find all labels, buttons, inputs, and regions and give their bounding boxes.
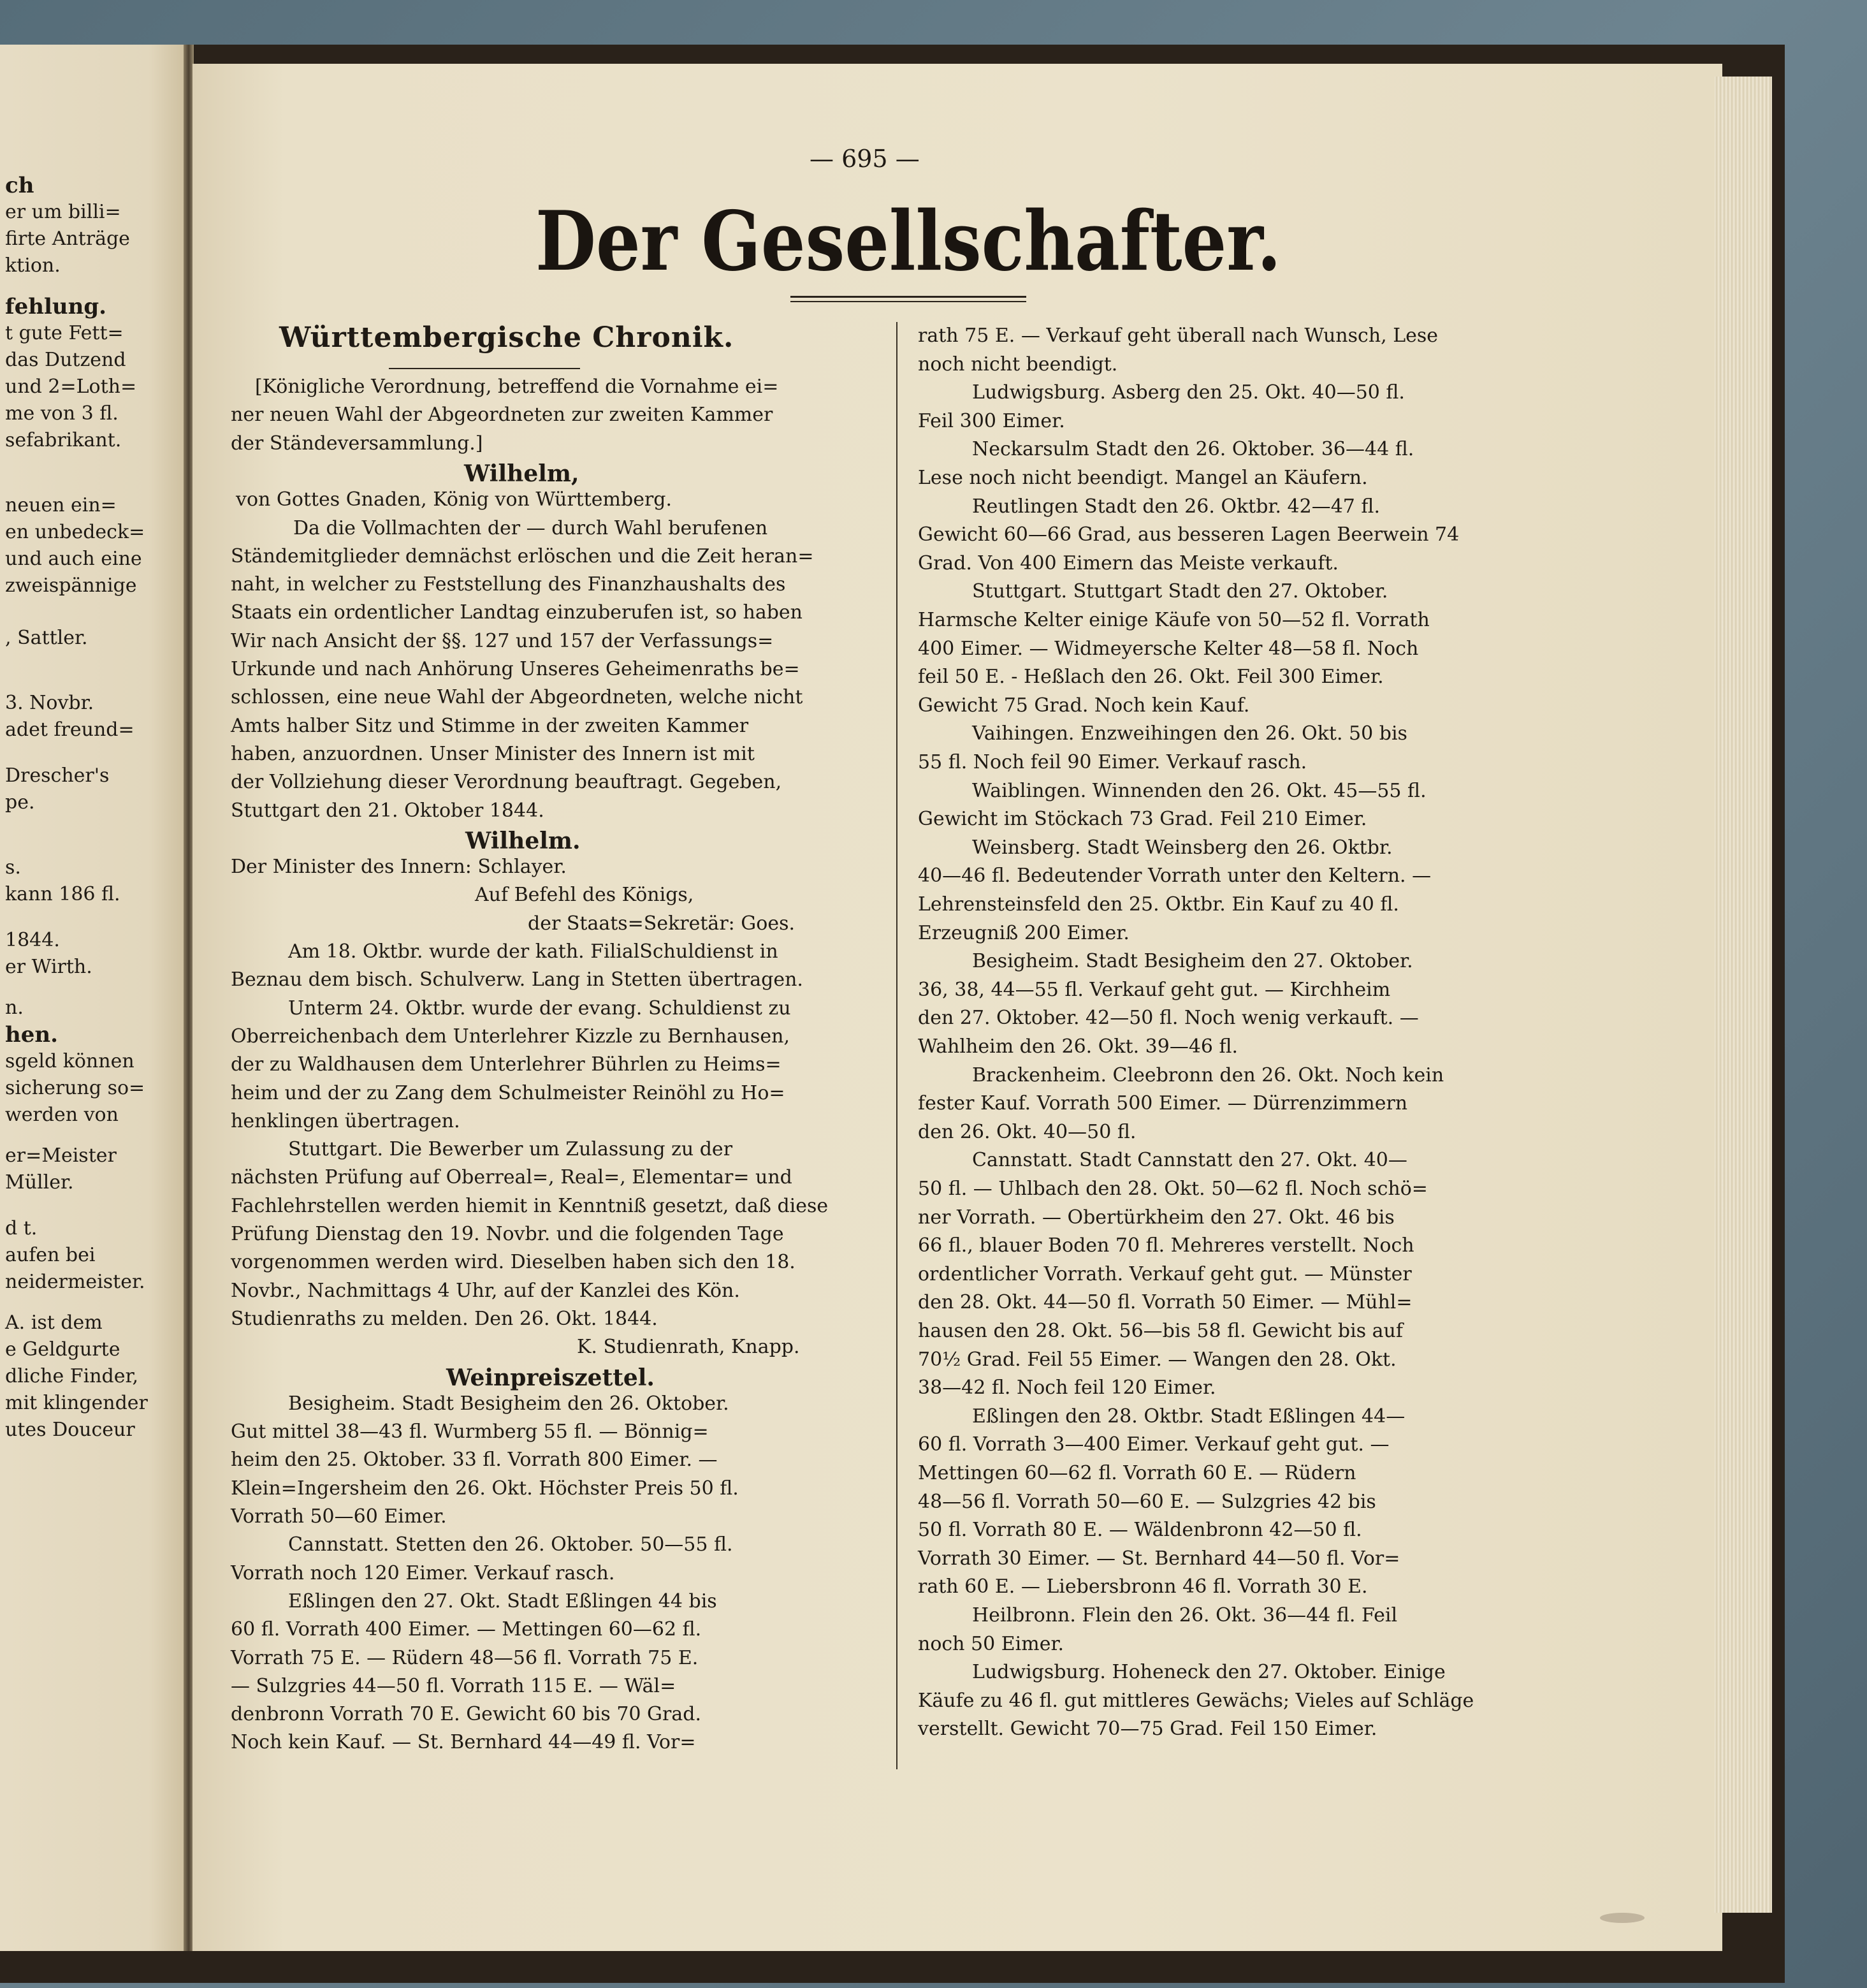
text-line: Da die Vollmachten der — durch Wahl berufenen: [293, 516, 768, 539]
text-line: den 26. Okt. 40—50 fl.: [918, 1120, 1137, 1143]
left-fragment-line: sicherung so=: [5, 1077, 145, 1099]
text-line: Urkunde und nach Anhörung Unseres Geheimenraths be=: [231, 658, 800, 680]
left-fragment-line: firte Anträge: [5, 228, 130, 250]
left-fragment-line: und auch eine: [5, 548, 142, 570]
left-fragment-line: d t.: [5, 1217, 38, 1239]
text-line: Staats ein ordentlicher Landtag einzuberufen ist, so haben: [231, 601, 803, 624]
text-line: Gewicht 60—66 Grad, aus besseren Lagen Beerwein 74: [918, 523, 1460, 546]
text-line: Vorrath 30 Eimer. — St. Bernhard 44—50 fl. Vor=: [918, 1547, 1400, 1570]
text-line: 50 fl. Vorrath 80 E. — Wäldenbronn 42—50 fl.: [918, 1519, 1362, 1542]
left-fragment-line: er um billi=: [5, 201, 121, 223]
text-line: Vaihingen. Enzweihingen den 26. Okt. 50 bis: [972, 722, 1407, 745]
section-title-chronik: Württembergische Chronik.: [279, 321, 734, 354]
text-line: Klein=Ingersheim den 26. Okt. Höchster Preis 50 fl.: [231, 1477, 739, 1500]
text-line: schlossen, eine neue Wahl der Abgeordneten, welche nicht: [231, 686, 803, 709]
text-line: Weinpreiszettel.: [446, 1364, 655, 1391]
masthead-title-text: Der Gesellschafter.: [535, 194, 1281, 289]
text-line: Amts halber Sitz und Stimme in der zweiten Kammer: [231, 714, 749, 737]
text-line: Waiblingen. Winnenden den 26. Okt. 45—55 fl.: [972, 779, 1427, 802]
left-fragment-line: fehlung.: [5, 294, 106, 319]
text-line: Fachlehrstellen werden hiemit in Kenntniß gesetzt, daß diese: [231, 1194, 829, 1217]
text-line: Feil 300 Eimer.: [918, 409, 1065, 432]
text-line: vorgenommen werden wird. Dieselben haben sich den 18.: [231, 1251, 795, 1274]
left-fragment-line: dliche Finder,: [5, 1365, 139, 1387]
text-line: Käufe zu 46 fl. gut mittleres Gewächs; Vieles auf Schläge: [918, 1689, 1474, 1712]
text-line: 50 fl. — Uhlbach den 28. Okt. 50—62 fl. Noch schö=: [918, 1178, 1428, 1200]
text-line: Grad. Von 400 Eimern das Meiste verkauft.: [918, 552, 1339, 574]
text-line: Studienraths zu melden. Den 26. Okt. 1844.: [231, 1307, 658, 1330]
left-fragment-line: aufen bei: [5, 1244, 96, 1266]
text-line: Gewicht im Stöckach 73 Grad. Feil 210 Eimer.: [918, 808, 1367, 831]
text-line: rath 75 E. — Verkauf geht überall nach Wunsch, Lese: [918, 325, 1439, 347]
text-line: 66 fl., blauer Boden 70 fl. Mehreres verstellt. Noch: [918, 1234, 1414, 1257]
text-line: Ludwigsburg. Asberg den 25. Okt. 40—50 fl.: [972, 381, 1405, 404]
text-line: Cannstatt. Stetten den 26. Oktober. 50—55 fl.: [288, 1533, 733, 1556]
text-line: naht, in welcher zu Feststellung des Finanzhaushalts des: [231, 573, 786, 596]
text-line: Vorrath 50—60 Eimer.: [231, 1505, 447, 1528]
left-fragment-line: t gute Fett=: [5, 322, 124, 344]
text-line: Brackenheim. Cleebronn den 26. Okt. Noch kein: [972, 1063, 1444, 1086]
left-fragment-line: werden von: [5, 1104, 119, 1126]
text-line: Lese noch nicht beendigt. Mangel an Käufern.: [918, 467, 1368, 489]
text-line: Besigheim. Stadt Besigheim den 26. Oktober.: [288, 1392, 729, 1415]
left-fragment-line: das Dutzend: [5, 349, 126, 371]
text-line: Reutlingen Stadt den 26. Oktbr. 42—47 fl.: [972, 495, 1380, 518]
text-line: Lehrensteinsfeld den 25. Oktbr. Ein Kauf zu 40 fl.: [918, 893, 1399, 916]
text-line: Heilbronn. Flein den 26. Okt. 36—44 fl. Feil: [972, 1604, 1398, 1626]
text-line: 60 fl. Vorrath 400 Eimer. — Mettingen 60—62 fl.: [231, 1618, 702, 1641]
left-fragment-line: e Geldgurte: [5, 1338, 120, 1361]
left-fragment-line: ktion.: [5, 254, 61, 277]
left-fragment-line: me von 3 fl.: [5, 402, 119, 425]
text-line: denbronn Vorrath 70 E. Gewicht 60 bis 70 Grad.: [231, 1703, 701, 1726]
text-line: Vorrath noch 120 Eimer. Verkauf rasch.: [231, 1561, 615, 1584]
left-fragment-line: en unbedeck=: [5, 521, 145, 543]
text-line: Vorrath 75 E. — Rüdern 48—56 fl. Vorrath 75 E.: [231, 1646, 699, 1669]
text-line: [Königliche Verordnung, betreffend die Vornahme ei=: [255, 376, 779, 398]
text-line: Ludwigsburg. Hoheneck den 27. Oktober. Einige: [972, 1661, 1446, 1684]
left-fragment-line: neidermeister.: [5, 1271, 145, 1293]
left-fragment-line: adet freund=: [5, 719, 134, 741]
left-fragment-line: er Wirth.: [5, 956, 92, 978]
left-fragment-line: und 2=Loth=: [5, 376, 137, 398]
text-line: Gut mittel 38—43 fl. Wurmberg 55 fl. — Bönnig=: [231, 1421, 709, 1443]
text-line: der zu Waldhausen dem Unterlehrer Bührlen zu Heims=: [231, 1053, 781, 1076]
text-line: rath 60 E. — Liebersbronn 46 fl. Vorrath 30 E.: [918, 1575, 1368, 1598]
text-line: Beznau dem bisch. Schulverw. Lang in Stetten übertragen.: [231, 968, 803, 991]
text-line: fester Kauf. Vorrath 500 Eimer. — Dürrenzimmern: [918, 1092, 1408, 1115]
left-fragment-line: kann 186 fl.: [5, 883, 120, 905]
text-line: haben, anzuordnen. Unser Minister des Innern ist mit: [231, 742, 755, 765]
text-line: Wilhelm,: [464, 460, 579, 487]
text-line: Wir nach Ansicht der §§. 127 und 157 der Verfassungs=: [231, 629, 774, 652]
left-fragment-line: zweispännige: [5, 574, 137, 597]
text-line: Stuttgart. Stuttgart Stadt den 27. Oktober.: [972, 580, 1388, 603]
text-line: Stuttgart. Die Bewerber um Zulassung zu der: [288, 1138, 733, 1161]
left-fragment-line: sgeld können: [5, 1050, 134, 1072]
text-line: Ständemitglieder demnächst erlöschen und die Zeit heran=: [231, 545, 814, 567]
text-line: Neckarsulm Stadt den 26. Oktober. 36—44 fl.: [972, 438, 1414, 461]
left-fragment-line: sefabrikant.: [5, 429, 122, 451]
page-number: — 695 —: [810, 145, 920, 173]
text-line: nächsten Prüfung auf Oberreal=, Real=, Elementar= und: [231, 1166, 792, 1189]
text-line: henklingen übertragen.: [231, 1109, 460, 1132]
left-fragment-line: neuen ein=: [5, 494, 117, 516]
text-line: Novbr., Nachmittags 4 Uhr, auf der Kanzlei des Kön.: [231, 1279, 740, 1302]
text-line: 48—56 fl. Vorrath 50—60 E. — Sulzgries 42 bis: [918, 1490, 1376, 1513]
text-line: 38—42 fl. Noch feil 120 Eimer.: [918, 1377, 1216, 1400]
text-line: Wilhelm.: [465, 827, 581, 854]
text-line: Prüfung Dienstag den 19. Novbr. und die folgenden Tage: [231, 1223, 784, 1245]
ink-stain: [1600, 1913, 1645, 1923]
text-line: Besigheim. Stadt Besigheim den 27. Oktober.: [972, 950, 1413, 973]
text-line: Mettingen 60—62 fl. Vorrath 60 E. — Rüdern: [918, 1462, 1356, 1484]
text-line: Oberreichenbach dem Unterlehrer Kizzle zu Bernhausen,: [231, 1025, 790, 1048]
left-fragment-line: Drescher's: [5, 764, 110, 787]
text-line: Wahlheim den 26. Okt. 39—46 fl.: [918, 1035, 1239, 1058]
text-line: heim den 25. Oktober. 33 fl. Vorrath 800 Eimer. —: [231, 1449, 718, 1472]
text-line: Der Minister des Innern: Schlayer.: [231, 856, 567, 879]
text-line: noch nicht beendigt.: [918, 353, 1118, 376]
left-fragment-line: pe.: [5, 791, 35, 814]
left-fragment-line: s.: [5, 856, 21, 879]
text-line: ordentlicher Vorrath. Verkauf geht gut. — Münster: [918, 1262, 1412, 1285]
left-fragment-line: Müller.: [5, 1171, 74, 1194]
text-line: Harmsche Kelter einige Käufe von 50—52 fl. Vorrath: [918, 609, 1430, 631]
text-line: 400 Eimer. — Widmeyersche Kelter 48—58 fl. Noch: [918, 637, 1419, 660]
text-line: 36, 38, 44—55 fl. Verkauf geht gut. — Kirchheim: [918, 978, 1391, 1001]
text-line: Noch kein Kauf. — St. Bernhard 44—49 fl. Vor=: [231, 1731, 696, 1754]
text-line: 60 fl. Vorrath 3—400 Eimer. Verkauf geht gut. —: [918, 1433, 1390, 1456]
text-line: Eßlingen den 27. Okt. Stadt Eßlingen 44 bis: [288, 1590, 717, 1612]
left-fragment-line: 1844.: [5, 929, 60, 951]
text-line: der Vollziehung dieser Verordnung beauftragt. Gegeben,: [231, 771, 782, 794]
text-line: 55 fl. Noch feil 90 Eimer. Verkauf rasch.: [918, 751, 1307, 773]
page-edges: [1715, 77, 1772, 1913]
text-line: Erzeugniß 200 Eimer.: [918, 921, 1130, 944]
text-line: von Gottes Gnaden, König von Württemberg.: [236, 488, 672, 511]
text-line: Gewicht 75 Grad. Noch kein Kauf.: [918, 694, 1250, 717]
text-line: Unterm 24. Oktbr. wurde der evang. Schuldienst zu: [288, 997, 791, 1020]
text-line: verstellt. Gewicht 70—75 Grad. Feil 150 Eimer.: [918, 1718, 1377, 1741]
text-line: ner Vorrath. — Obertürkheim den 27. Okt. 46 bis: [918, 1206, 1395, 1229]
left-fragment-line: ch: [5, 173, 34, 198]
left-fragment-line: utes Douceur: [5, 1419, 135, 1441]
text-line: der Ständeversammlung.]: [231, 432, 483, 455]
left-fragment-line: 3. Novbr.: [5, 692, 94, 714]
text-line: Eßlingen den 28. Oktbr. Stadt Eßlingen 44—: [972, 1405, 1406, 1428]
text-line: 40—46 fl. Bedeutender Vorrath unter den Keltern. —: [918, 865, 1432, 888]
text-line: der Staats=Sekretär: Goes.: [528, 912, 795, 935]
text-line: — Sulzgries 44—50 fl. Vorrath 115 E. — Wäl=: [231, 1674, 676, 1697]
text-line: Weinsberg. Stadt Weinsberg den 26. Oktbr.: [972, 836, 1393, 859]
text-line: feil 50 E. - Heßlach den 26. Okt. Feil 300 Eimer.: [918, 666, 1384, 689]
text-line: K. Studienrath, Knapp.: [577, 1336, 800, 1359]
left-fragment-line: n.: [5, 997, 24, 1019]
left-fragment-line: A. ist dem: [5, 1312, 103, 1334]
text-line: Stuttgart den 21. Oktober 1844.: [231, 799, 544, 822]
left-fragment-line: er=Meister: [5, 1144, 117, 1167]
text-line: Cannstatt. Stadt Cannstatt den 27. Okt. 40—: [972, 1149, 1407, 1172]
left-fragment-line: mit klingender: [5, 1392, 148, 1414]
text-line: Am 18. Oktbr. wurde der kath. FilialSchuldienst in: [288, 940, 778, 963]
text-line: heim und der zu Zang dem Schulmeister Reinöhl zu Ho=: [231, 1081, 785, 1104]
text-line: den 27. Oktober. 42—50 fl. Noch wenig verkauft. —: [918, 1007, 1419, 1030]
left-fragment-line: hen.: [5, 1022, 58, 1048]
text-line: den 28. Okt. 44—50 fl. Vorrath 50 Eimer. — Mühl=: [918, 1291, 1413, 1314]
text-line: 70½ Grad. Feil 55 Eimer. — Wangen den 28. Okt.: [918, 1348, 1397, 1371]
text-line: noch 50 Eimer.: [918, 1632, 1064, 1655]
text-line: Auf Befehl des Königs,: [475, 884, 694, 907]
left-fragment-line: , Sattler.: [5, 627, 88, 649]
text-line: hausen den 28. Okt. 56—bis 58 fl. Gewicht bis auf: [918, 1320, 1403, 1342]
text-line: ner neuen Wahl der Abgeordneten zur zweiten Kammer: [231, 404, 773, 427]
